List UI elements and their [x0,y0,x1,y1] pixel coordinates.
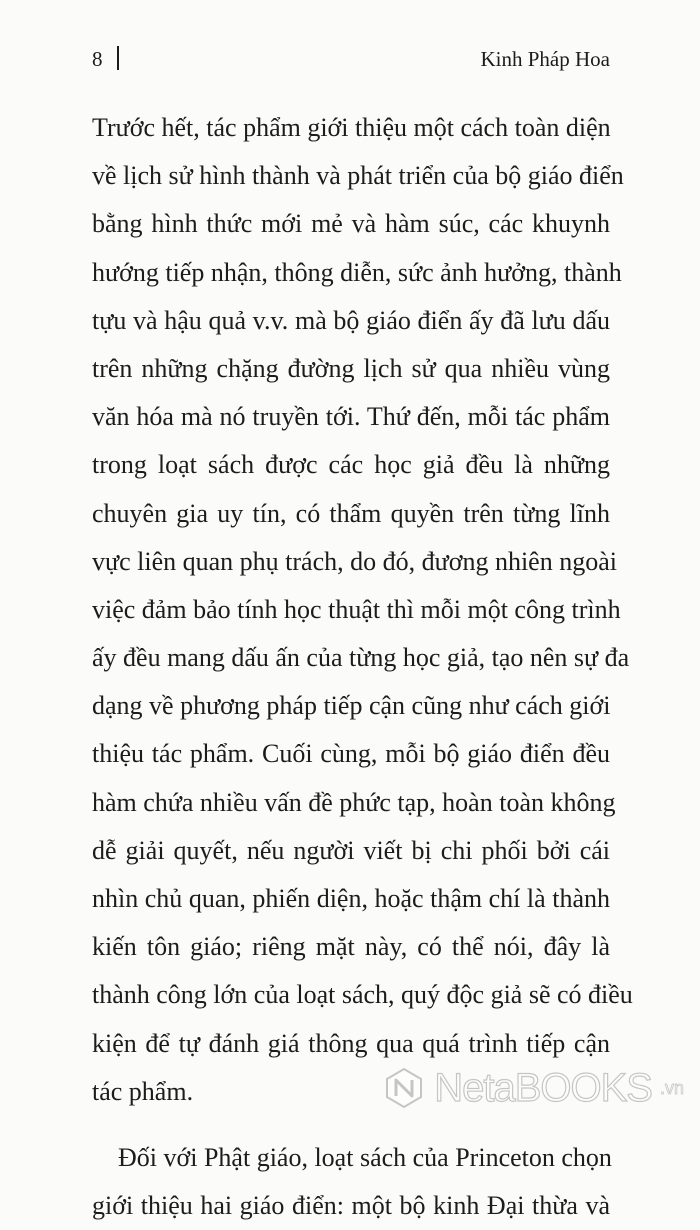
header-separator [117,46,119,70]
watermark-tld: .vn [659,1078,684,1098]
body-text [92,104,633,1230]
text-line: chuyên gia uy tín, có thẩm quyền trên từng lĩnh [92,498,610,528]
running-title: Kinh Pháp Hoa [480,47,610,71]
text-line: thiệu tác phẩm. Cuối cùng, mỗi bộ giáo điển đều [92,739,610,769]
text-line: về lịch sử hình thành và phát triển của bộ giáo điển [92,161,624,191]
text-line: giới thiệu hai giáo điển: một bộ kinh Đại thừa và [92,1191,610,1221]
text-line: kiến tôn giáo; riêng mặt này, có thể nói, đây là [92,932,610,962]
watermark [382,1066,684,1110]
text-line: thành công lớn của loạt sách, quý độc giả sẽ có điều [92,980,633,1010]
text-line: dễ giải quyết, nếu người viết bị chi phối bởi cái [92,835,610,865]
text-line: Đối với Phật giáo, loạt sách của Princeton chọn [118,1142,612,1172]
page-number: 8 [92,47,103,71]
text-line: văn hóa mà nó truyền tới. Thứ đến, mỗi tác phẩm [92,402,610,432]
text-line: kiện để tự đánh giá thông qua quá trình tiếp cận [92,1028,610,1058]
netabooks-logo-icon [382,1066,426,1110]
text-line: Trước hết, tác phẩm giới thiệu một cách toàn diện [92,113,611,142]
text-line: ấy đều mang dấu ấn của từng học giả, tạo nên sự đa [92,643,630,673]
text-line: hướng tiếp nhận, thông diễn, sức ảnh hưởng, thành [92,257,622,287]
text-line: bằng hình thức mới mẻ và hàm súc, các khuynh [92,209,610,239]
text-line: tác phẩm. [92,1076,194,1106]
paragraph [92,104,633,1116]
text-line: dạng về phương pháp tiếp cận cũng như cách giới [92,691,611,721]
page-header [92,44,610,74]
text-line: trên những chặng đường lịch sử qua nhiều vùng [92,353,610,383]
text-line: trong loạt sách được các học giả đều là những [92,450,610,480]
paragraph [92,1134,610,1230]
text-line: tựu và hậu quả v.v. mà bộ giáo điển ấy đã lưu dấu [92,305,610,335]
text-line: nhìn chủ quan, phiến diện, hoặc thậm chí là thành [92,884,610,913]
text-line: việc đảm bảo tính học thuật thì mỗi một công trình [92,594,621,624]
watermark-brand: NetaBOOKS [434,1066,652,1110]
text-line: vực liên quan phụ trách, do đó, đương nhiên ngoài [92,546,617,576]
text-line: hàm chứa nhiều vấn đề phức tạp, hoàn toàn không [92,787,616,817]
paragraph-gap [92,1116,610,1134]
